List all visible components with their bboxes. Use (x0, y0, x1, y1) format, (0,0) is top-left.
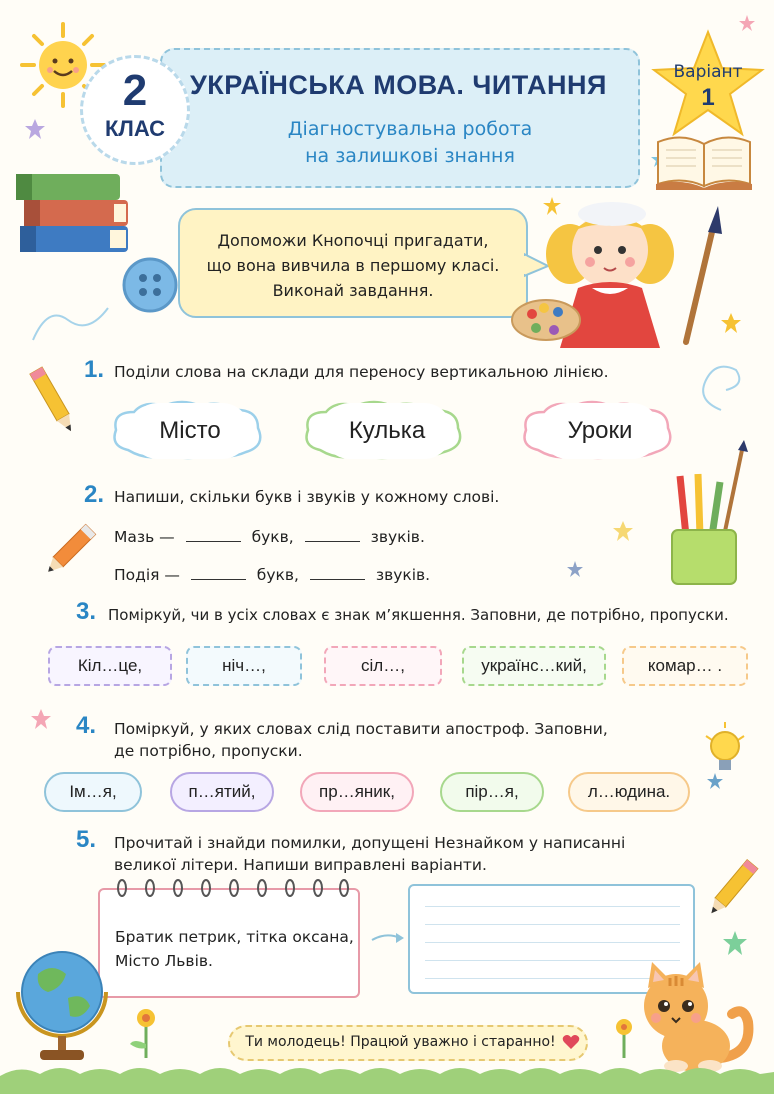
task-3-word-1[interactable]: Кіл…це, (48, 646, 172, 686)
task-5-number: 5. (76, 826, 97, 853)
task-2-row-2 (114, 564, 430, 586)
answer-line (425, 906, 680, 907)
task-5-line-2: великої літери. Напиши виправлені варіанти. (114, 856, 487, 874)
answer-line (425, 924, 680, 925)
variant-label: Варіант (673, 62, 743, 82)
task-5-line-1: Прочитай і знайди помилки, допущені Незнайком у написанні (114, 834, 626, 852)
grade-word: КЛАС (104, 116, 166, 141)
task-4-word-2[interactable]: п…ятий, (170, 772, 274, 812)
task-4-word-5[interactable]: л…юдина. (568, 772, 690, 812)
error-text-line-2: Місто Львів. (115, 952, 213, 970)
page-subtitle (200, 116, 620, 170)
task-3-word-3[interactable]: сіл…, (324, 646, 442, 686)
subtitle-line-1: Діагностувальна робота (287, 118, 533, 140)
task-4-line-2: де потрібно, пропуски. (114, 742, 303, 760)
letters-answer-blank[interactable] (186, 541, 241, 542)
task-3-word-2[interactable]: ніч…, (186, 646, 302, 686)
sounds-answer-blank[interactable] (310, 579, 365, 580)
arrow-right-icon (370, 928, 406, 948)
lightbulb-icon (700, 722, 750, 782)
subtitle-line-2: на залишкові знання (305, 145, 515, 167)
variant-number: 1 (701, 84, 715, 111)
sounds-label: звуків. (370, 528, 425, 546)
sounds-label: звуків. (375, 566, 431, 584)
sewing-button-icon (120, 255, 180, 315)
task-1-word-3: Уроки (540, 403, 660, 459)
pencil-icon (28, 360, 78, 440)
task-2-instruction: Напиши, скільки букв і звуків у кожному слові. (114, 488, 500, 506)
task-4-line-1: Поміркуй, у яких словах слід поставити апостроф. Заповни, (114, 720, 608, 738)
task-1-word-2: Кулька (322, 403, 452, 459)
star-icon (30, 708, 52, 730)
task-4-word-1[interactable]: Ім…я, (44, 772, 142, 812)
star-icon (612, 520, 634, 542)
task-2-number: 2. (84, 481, 105, 508)
open-book-icon (652, 122, 756, 192)
task-5-instruction (114, 832, 625, 876)
star-icon (566, 560, 584, 578)
girl-with-palette-illustration (500, 192, 740, 352)
task-4-word-3[interactable]: пр…яник, (300, 772, 414, 812)
heart-icon (562, 1034, 580, 1050)
books-stack-icon (10, 162, 140, 262)
grade-number: 2 (122, 66, 148, 115)
error-text-line-1: Братик петрик, тітка оксана, (115, 928, 354, 946)
task-2-word: Мазь — (114, 528, 175, 546)
star-icon (24, 118, 46, 140)
footer-text: Ти молодець! Працюй уважно і старанно! (245, 1034, 556, 1050)
decorative-swirl (686, 350, 756, 420)
intro-text (178, 228, 528, 303)
intro-line-3: Виконай завдання. (272, 281, 434, 300)
task-1-instruction: Поділи слова на склади для переносу вертикальною лінією. (114, 363, 609, 381)
error-text (115, 925, 355, 973)
grass-strip (0, 1058, 774, 1094)
letters-label: букв, (251, 528, 294, 546)
pencil-icon (700, 856, 760, 926)
intro-line-1: Допоможи Кнопочці пригадати, (217, 231, 489, 250)
pencil-icon (36, 520, 100, 584)
notebook-rings (112, 878, 352, 900)
task-2-row-1 (114, 526, 425, 548)
task-4-number: 4. (76, 712, 97, 739)
task-1-number: 1. (84, 356, 105, 383)
task-3-instruction: Поміркуй, чи в усіх словах є знак м’якшення. Заповни, де потрібно, пропуски. (108, 606, 729, 624)
task-3-word-4[interactable]: українс…кий, (462, 646, 606, 686)
page-title: УКРАЇНСЬКА МОВА. ЧИТАННЯ (190, 70, 607, 100)
task-4-instruction (114, 718, 608, 762)
decorative-squiggle (28, 300, 118, 350)
letters-label: букв, (256, 566, 299, 584)
letters-answer-blank[interactable] (191, 579, 246, 580)
task-1-word-1: Місто (130, 403, 250, 459)
task-3-number: 3. (76, 598, 97, 625)
task-3-word-5[interactable]: комар… . (622, 646, 748, 686)
flower-icon (124, 1004, 170, 1060)
globe-icon (8, 940, 118, 1070)
intro-line-2: що вона вивчила в першому класі. (206, 256, 500, 275)
task-4-word-4[interactable]: пір…я, (440, 772, 544, 812)
answer-line (425, 942, 680, 943)
sounds-answer-blank[interactable] (305, 541, 360, 542)
task-2-word: Подія — (114, 566, 180, 584)
star-icon (722, 930, 748, 956)
